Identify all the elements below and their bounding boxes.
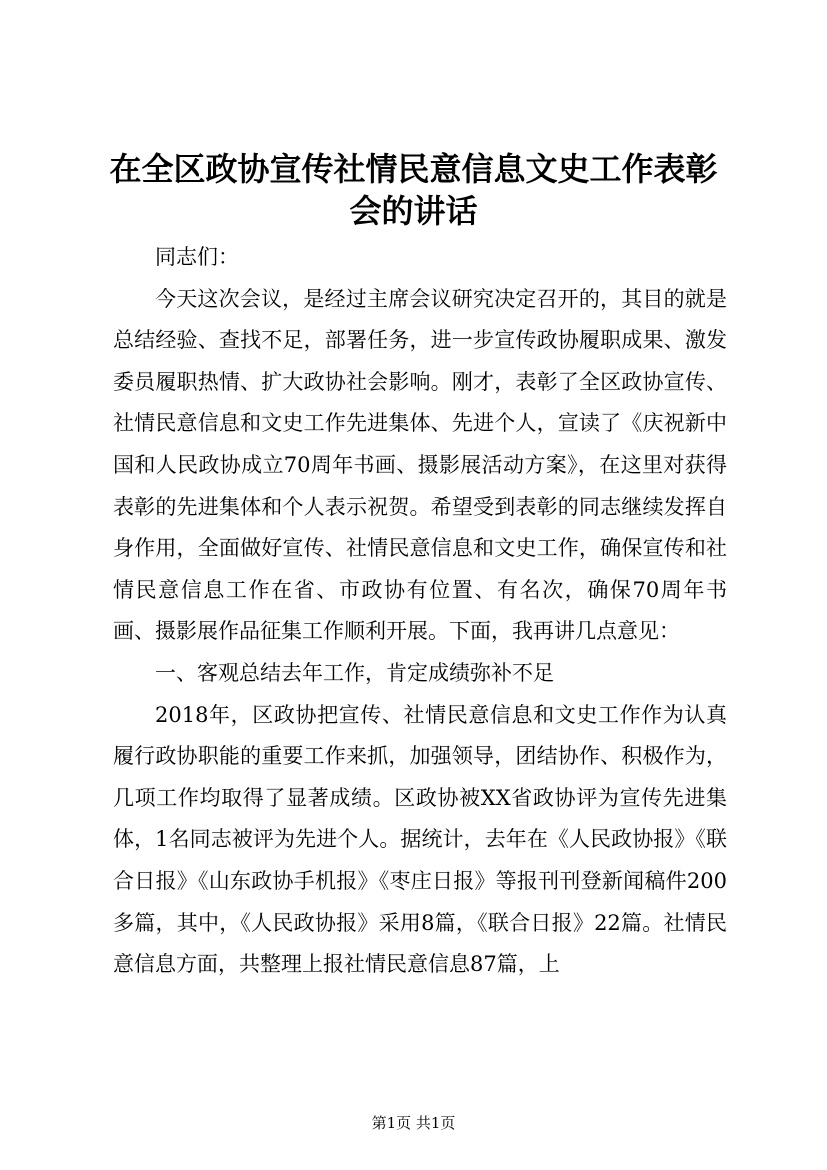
document-body (113, 237, 727, 986)
section-heading: 一、客观总结去年工作，肯定成绩弥补不足 (155, 660, 554, 685)
page-footer: 第1页 共1页 (371, 1114, 456, 1132)
salutation-paragraph: 同志们： (155, 245, 239, 269)
intro-paragraph: 今天这次会议，是经过主席会议研究决定召开的，其目的就是总结经验、查找不足，部署任务，进一步宣传政协履职成果、激发委员履职热情、扩大政协社会影响。刚才，表彰了全区政协宣传、社情民意信息和文史工作先进集体、先进个人，宣读了《庆祝新中国和人民政协成立70周年书画、摄影展活动方案》，在这里对获得表彰的先进集体和个人表示祝贺。希望受到表彰的同志继续发挥自身作用，全面做好宣传、社情民意信息和文史工作，确保宣传和社情民意信息工作在省、市政协有位置、有名次，确保70周年书画、摄影展作品征集工作顺利开展。下面，我再讲几点意见： (113, 286, 727, 644)
summary-paragraph: 2018年，区政协把宣传、社情民意信息和文史工作作为认真履行政协职能的重要工作来抓，加强领导，团结协作、积极作为，几项工作均取得了显著成绩。区政协被XX省政协评为宣传先进集体，1名同志被评为先进个人。据统计，去年在《人民政协报》《联合日报》《山东政协手机报》《枣庄日报》等报刊刊登新闻稿件200多篇，其中，《人民政协报》采用8篇，《联合日报》22篇。社情民意信息方面，共整理上报社情民意信息87篇，上 (113, 702, 727, 977)
document-title: 在全区政协宣传社情民意信息文史工作表彰会的讲话 (109, 150, 718, 230)
